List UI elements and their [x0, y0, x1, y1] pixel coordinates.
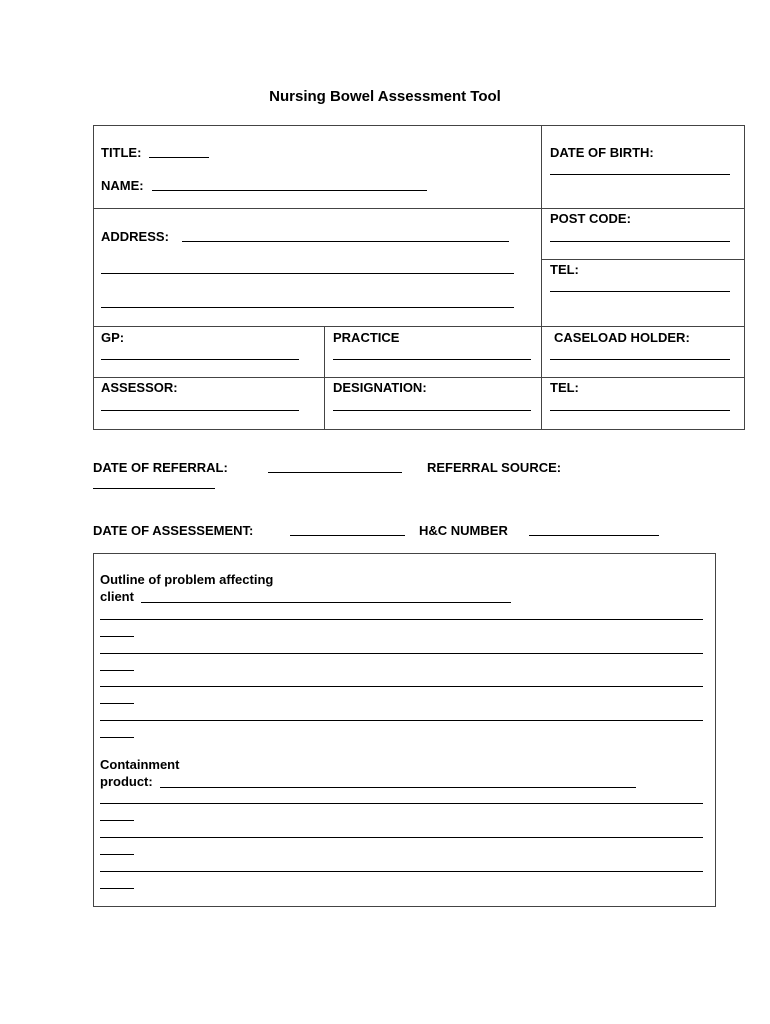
- containment-line[interactable]: [100, 803, 703, 804]
- containment-line-tail[interactable]: [100, 854, 134, 855]
- title-label: TITLE:: [101, 145, 142, 160]
- designation-label: DESIGNATION:: [333, 380, 427, 395]
- practice-field[interactable]: [333, 359, 531, 360]
- containment-line[interactable]: [100, 837, 703, 838]
- containment-line-tail[interactable]: [100, 888, 134, 889]
- containment-line[interactable]: [100, 871, 703, 872]
- outline-line[interactable]: [100, 619, 703, 620]
- outline-line-tail[interactable]: [100, 737, 134, 738]
- referral-source-label: REFERRAL SOURCE:: [427, 460, 562, 475]
- date-of-assessment-field[interactable]: [290, 535, 405, 536]
- outline-client-label: client: [100, 589, 134, 604]
- table-divider: [93, 377, 745, 378]
- practice-label: PRACTICE: [333, 330, 400, 345]
- caseload-holder-field[interactable]: [550, 359, 730, 360]
- outline-line[interactable]: [100, 653, 703, 654]
- table-divider: [541, 259, 745, 260]
- date-of-birth-label: DATE OF BIRTH:: [550, 145, 654, 160]
- name-field[interactable]: [152, 190, 427, 191]
- tel-label-2: TEL:: [550, 380, 579, 395]
- designation-field[interactable]: [333, 410, 531, 411]
- caseload-holder-label: CASELOAD HOLDER:: [554, 330, 690, 345]
- client-field[interactable]: [141, 602, 511, 603]
- address-field[interactable]: [101, 273, 514, 274]
- containment-line-tail[interactable]: [100, 820, 134, 821]
- outline-line-tail[interactable]: [100, 670, 134, 671]
- table-divider: [324, 326, 325, 430]
- post-code-label: POST CODE:: [550, 211, 631, 226]
- containment-label: Containment: [100, 757, 180, 772]
- tel-field[interactable]: [550, 291, 730, 292]
- outline-line[interactable]: [100, 686, 703, 687]
- outline-problem-label: Outline of problem affecting: [100, 572, 274, 587]
- date-of-referral-field[interactable]: [268, 472, 402, 473]
- gp-field[interactable]: [101, 359, 299, 360]
- table-divider: [541, 125, 542, 430]
- outline-line[interactable]: [100, 720, 703, 721]
- referral-source-field[interactable]: [93, 488, 215, 489]
- outline-line-tail[interactable]: [100, 636, 134, 637]
- table-divider: [93, 208, 745, 209]
- name-label: NAME:: [101, 178, 144, 193]
- tel-label: TEL:: [550, 262, 579, 277]
- date-of-birth-field[interactable]: [550, 174, 730, 175]
- page-title: Nursing Bowel Assessment Tool: [269, 88, 501, 105]
- table-divider: [93, 326, 745, 327]
- tel-field-2[interactable]: [550, 410, 730, 411]
- containment-product-field[interactable]: [160, 787, 636, 788]
- gp-label: GP:: [101, 330, 125, 345]
- hc-number-field[interactable]: [529, 535, 659, 536]
- containment-product-label: product:: [100, 774, 153, 789]
- assessor-field[interactable]: [101, 410, 299, 411]
- title-field[interactable]: [149, 157, 209, 158]
- address-field[interactable]: [101, 307, 514, 308]
- outline-line-tail[interactable]: [100, 703, 134, 704]
- hc-number-label: H&C NUMBER: [419, 523, 508, 538]
- post-code-field[interactable]: [550, 241, 730, 242]
- address-field[interactable]: [182, 241, 509, 242]
- problem-outline-box: [93, 553, 716, 907]
- date-of-assessment-label: DATE OF ASSESSEMENT:: [93, 523, 254, 538]
- date-of-referral-label: DATE OF REFERRAL:: [93, 460, 228, 475]
- assessor-label: ASSESSOR:: [101, 380, 178, 395]
- address-label: ADDRESS:: [101, 229, 169, 244]
